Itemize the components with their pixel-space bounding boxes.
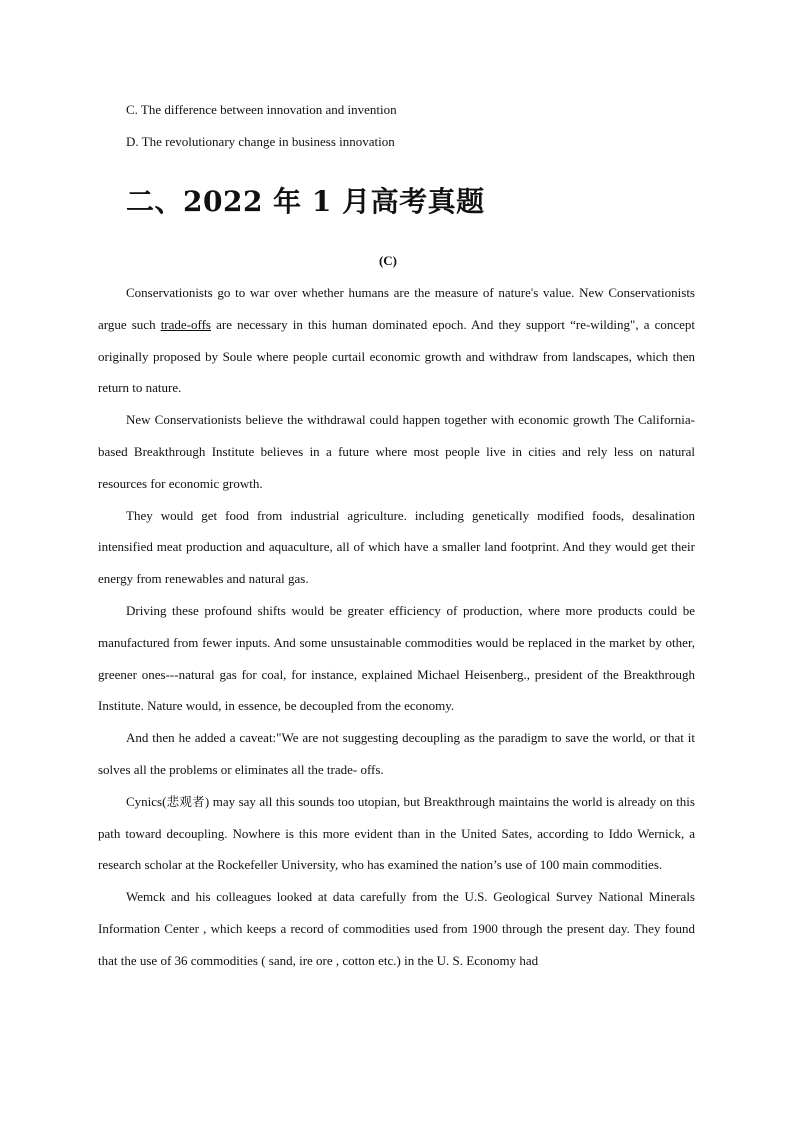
paragraph-6-text-start: Cynics(: [126, 793, 167, 809]
paragraph-2: New Conservationists believe the withdrawal could happen together with economic growth The California-based Breakthrough Institute believes in a future where most people live in cities and rely less on natural resources for economic growth.: [98, 412, 695, 491]
paragraph-1-text-start: Conservationists go to war over whether humans are the measure of nature's value. New Conservationists argue such: [98, 285, 695, 332]
paragraph-6: [98, 786, 695, 881]
passage-body: [98, 277, 695, 977]
paragraph-1: [98, 277, 695, 404]
underlined-term: trade-offs: [160, 316, 211, 332]
paragraph-5: And then he added a caveat:"We are not suggesting decoupling as the paradigm to save the world, or that it solves all the problems or eliminates all the trade- offs.: [98, 730, 695, 777]
paragraph-4: Driving these profound shifts would be greater efficiency of production, where more products could be manufactured from fewer inputs. And some unsustainable commodities would be replaced in the market by other, greener ones---natural gas for coal, for instance, explained Michael Heisenberg., president of the Breakthrough Institute. Nature would, in essence, be decoupled from the economy.: [98, 602, 695, 714]
answer-option-c: C. The difference between innovation and invention: [126, 102, 397, 117]
paragraph-7: Wemck and his colleagues looked at data carefully from the U.S. Geological Survey National Minerals Information Center , which keeps a record of commodities used from 1900 through the present day. They found that the use of 36 commodities ( sand, ire ore , cotton etc.) in the U. S. Economy had: [98, 889, 695, 968]
paragraph-3: They would get food from industrial agriculture. including genetically modified foods, desalination intensified meat production and aquaculture, all of which have a smaller land footprint. And they would get their energy from renewables and natural gas.: [98, 507, 695, 587]
passage-label: (C): [378, 253, 398, 268]
chinese-gloss: 悲观者: [166, 793, 205, 809]
answer-option-d: D. The revolutionary change in business innovation: [126, 134, 395, 149]
paragraph-1-text-end: are necessary in this human dominated epoch. And they support “re-wilding", a concept originally proposed by Soule where people curtail economic growth and withdraw from landscapes, which then return to nature.: [98, 316, 695, 396]
section-heading: 二、2022 年 1 月高考真题: [126, 185, 485, 218]
paragraph-6-text-end: ) may say all this sounds too utopian, but Breakthrough maintains the world is already on this path toward decoupling. Nowhere is this more evident than in the United Sates, according to Iddo Wernick, a research scholar at the Rockefeller University, who has examined the nation’s use of 100 main commodities.: [98, 793, 695, 873]
